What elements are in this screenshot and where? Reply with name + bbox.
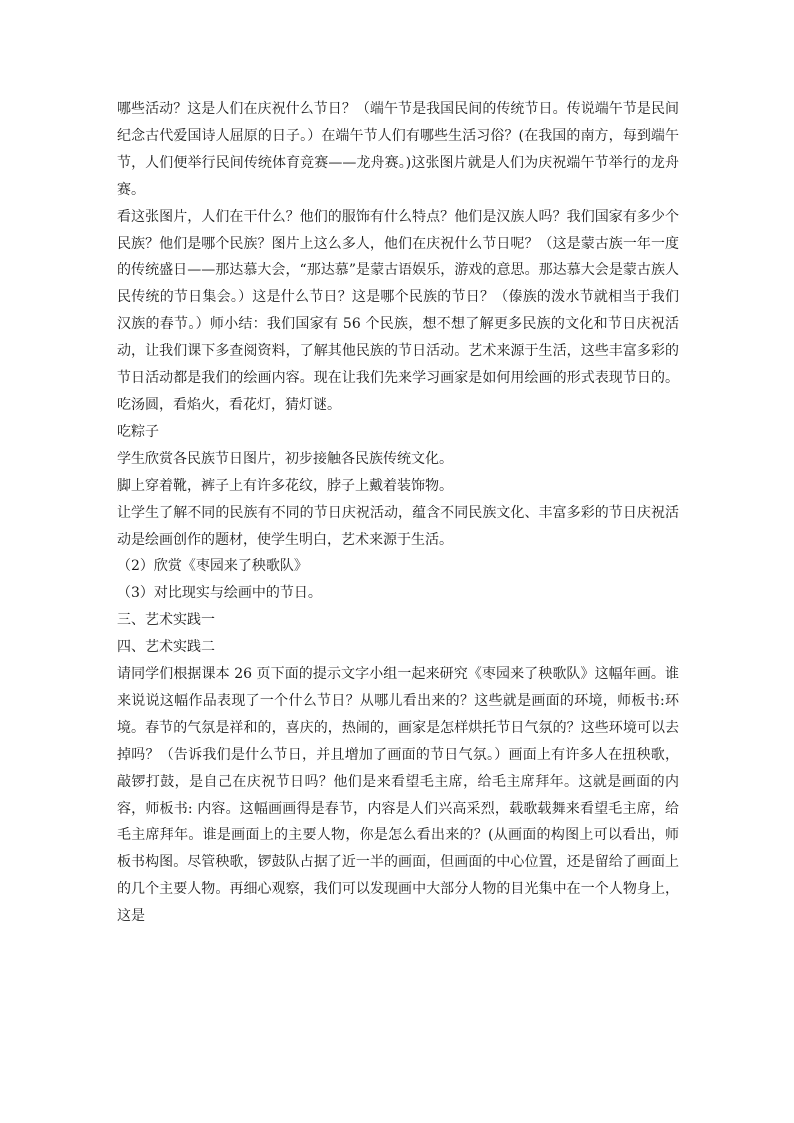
paragraph-purpose: 让学生了解不同的民族有不同的节日庆祝活动，蕴含不同民族文化、丰富多彩的节日庆祝活动是绘画创作的题材，使学生明白，艺术来源于生活。: [117, 504, 679, 548]
paragraph-costume: 脚上穿着靴，裤子上有许多花纹，脖子上戴着装饰物。: [117, 477, 453, 494]
section-heading-practice-one: 三、艺术实践一: [117, 612, 215, 629]
document-page: [117, 96, 679, 930]
paragraph-dragon-boat: 哪些活动？这是人们在庆祝什么节日？（端午节是我国民间的传统节日。传说端午节是民间纪念古代爱国诗人屈原的日子。）在端午节人们有哪些生活习俗？(在我国的南方，每到端午节，人们便举行民间传统体育竞赛——龙舟赛。)这张图片就是人们为庆祝端午节举行的龙舟赛。: [117, 101, 679, 198]
list-item-appreciate-painting: （2）欣赏《枣园来了秧歌队》: [117, 558, 308, 575]
section-heading-practice-two: 四、艺术实践二: [117, 639, 215, 656]
paragraph-naadam: 看这张图片，人们在干什么？他们的服饰有什么特点？他们是汉族人吗？我们国家有多少个民族？他们是哪个民族？图片上这么多人，他们在庆祝什么节日呢？（这是蒙古族一年一度的传统盛日——那达慕大会，“那达慕”是蒙古语娱乐，游戏的意思。那达慕大会是蒙古族人民传统的节日集会。）这是什么节日？这是哪个民族的节日？（傣族的泼水节就相当于我们汉族的春节。）师小结：我们国家有 56 个民族，想不想了解更多民族的文化和节日庆祝活动，让我们课下多查阅资料，了解其他民族的节日活动。艺术来源于生活，这些丰富多彩的节日活动都是我们的绘画内容。现在让我们先来学习画家是如何用绘画的形式表现节日的。吃汤圆，看焰火，看花灯，猜灯谜。: [117, 208, 679, 413]
paragraph-student-appreciation: 学生欣赏各民族节日图片，初步接触各民族传统文化。: [117, 450, 453, 467]
paragraph-zongzi: 吃粽子: [117, 423, 159, 440]
list-item-compare: （3）对比现实与绘画中的节日。: [117, 585, 322, 602]
paragraph-painting-study: 请同学们根据课本 26 页下面的提示文字小组一起来研究《枣园来了秧歌队》这幅年画。谁来说说这幅作品表现了一个什么节日？从哪儿看出来的？这些就是画面的环境，师板书:环境。春节的气氛是祥和的，喜庆的，热闹的，画家是怎样烘托节日气氛的？这些环境可以去掉吗？（告诉我们是什么节日，并且增加了画面的节日气氛。）画面上有许多人在扭秧歌，敲锣打鼓，是自己在庆祝节日吗？他们是来看望毛主席，给毛主席拜年。这就是画面的内容，师板书: 内容。这幅画画得是春节，内容是人们兴高采烈，载歌载舞来看望毛主席，给毛主席拜年。谁是画面上的主要人物，你是怎么看出来的？(从画面的构图上可以看出，师板书构图。尽管秧歌，锣鼓队占据了近一半的画面，但画面的中心位置，还是留给了画面上的几个主要人物。再细心观察，我们可以发现画中大部分人物的目光集中在一个人物身上，这是: [117, 666, 679, 925]
